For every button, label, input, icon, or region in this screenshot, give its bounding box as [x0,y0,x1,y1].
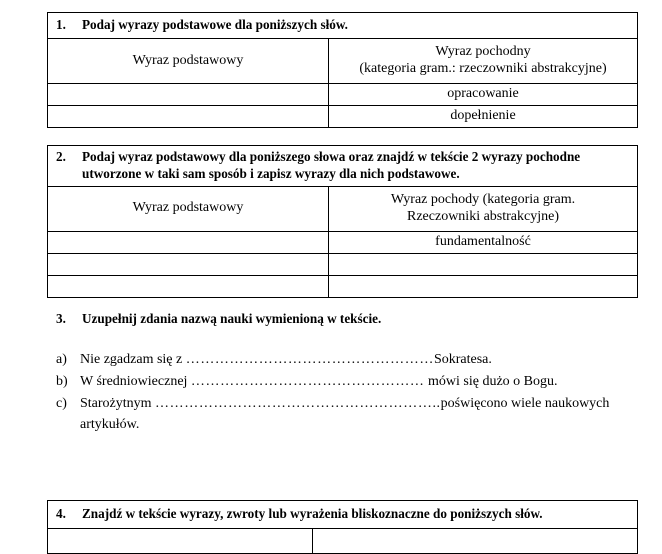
exercise-3-blank[interactable]: ………………………………………………….. [155,395,441,411]
exercise-3-blank[interactable]: …………………………………………… [185,352,434,368]
exercise-3-item-before: W średniowiecznej [80,373,191,389]
table-row [48,231,638,253]
exercise-3-item-body [80,349,646,371]
exercise-3-prompt-text: Uzupełnij zdania nazwą nauki wymienioną w tekście. [82,311,382,326]
exercise-3-item-label: a) [56,352,67,368]
exercise-2-answer-cell[interactable] [48,275,329,297]
exercise-1-prompt-cell [48,13,638,39]
table-header-row [48,186,638,231]
exercise-4-prompt-cell [48,501,638,529]
table-row [48,146,638,187]
exercise-3-heading [56,310,646,327]
list-item [56,371,646,393]
exercise-1-answer-cell[interactable] [48,84,329,106]
exercise-3-item-after: poświęcono wiele naukowych artykułów. [80,395,610,433]
exercise-2-answer-cell[interactable] [329,275,638,297]
exercise-2-derived-word: fundamentalność [329,231,638,253]
table-row [48,13,638,39]
exercise-2-column-right-line2: Rzeczowniki abstrakcyjne) [407,208,559,224]
exercise-3-item-before: Nie zgadzam się z [80,352,186,368]
exercise-3-item-after: Sokratesa. [433,352,492,368]
exercise-1-derived-word: dopełnienie [329,106,638,128]
exercise-4-answer-cell[interactable] [313,529,638,554]
exercise-3-item-after: mówi się dużo o Bogu. [424,373,558,389]
exercise-3-blank[interactable]: ………………………………………… [190,373,425,389]
exercise-2-number: 2. [56,149,66,164]
exercise-3-item-label: b) [56,373,68,389]
exercise-3-item-body [80,371,646,393]
exercise-2-column-left-header: Wyraz podstawowy [48,186,329,231]
exercise-1-answer-cell[interactable] [48,106,329,128]
exercise-3-section [56,310,646,436]
exercise-4-table [47,500,638,554]
exercise-3-item-before: Starożytnym [80,395,156,411]
list-item [56,349,646,371]
list-item [56,393,646,436]
exercise-2-table [47,145,638,298]
exercise-4-word-cell [48,529,313,554]
table-header-row [48,39,638,84]
table-row [48,106,638,128]
table-row [48,501,638,529]
exercise-3-item-body [80,393,646,436]
table-row [48,529,638,554]
exercise-1-derived-word: opracowanie [329,84,638,106]
exercise-4-number: 4. [56,506,66,522]
table-row [48,275,638,297]
table-row [48,84,638,106]
exercise-2-answer-cell[interactable] [329,253,638,275]
exercise-3-items [56,349,646,436]
exercise-3-number: 3. [56,311,66,326]
exercise-1-column-right-line1: Wyraz pochodny [435,44,531,60]
exercise-2-prompt-text: Podaj wyraz podstawowy dla poniższego słowa oraz znajdź w tekście 2 wyrazy pochodne utworzone w taki sam sposób i zapisz wyrazy dla nich podstawowe. [82,149,581,181]
exercise-2-column-right-line1: Wyraz pochody (kategoria gram. [390,191,576,207]
exercise-4-prompt-text: Znajdź w tekście wyrazy, zwroty lub wyrażenia bliskoznaczne do poniższych słów. [82,506,543,522]
exercise-1-column-right-header [329,39,638,84]
exercise-2-prompt-cell [48,146,638,187]
exercise-2-answer-cell[interactable] [48,253,329,275]
exercise-1-column-right-line2: (kategoria gram.: rzeczowniki abstrakcyjne) [359,61,607,76]
exercise-1-table [47,12,638,128]
exercise-3-item-label: c) [56,395,67,411]
exercise-1-prompt-text: Podaj wyrazy podstawowe dla poniższych słów. [82,17,348,33]
exercise-1-column-left-header: Wyraz podstawowy [48,39,329,84]
exercise-2-answer-cell[interactable] [48,231,329,253]
table-row [48,253,638,275]
exercise-1-number: 1. [56,17,66,33]
exercise-2-column-right-header [329,186,638,231]
